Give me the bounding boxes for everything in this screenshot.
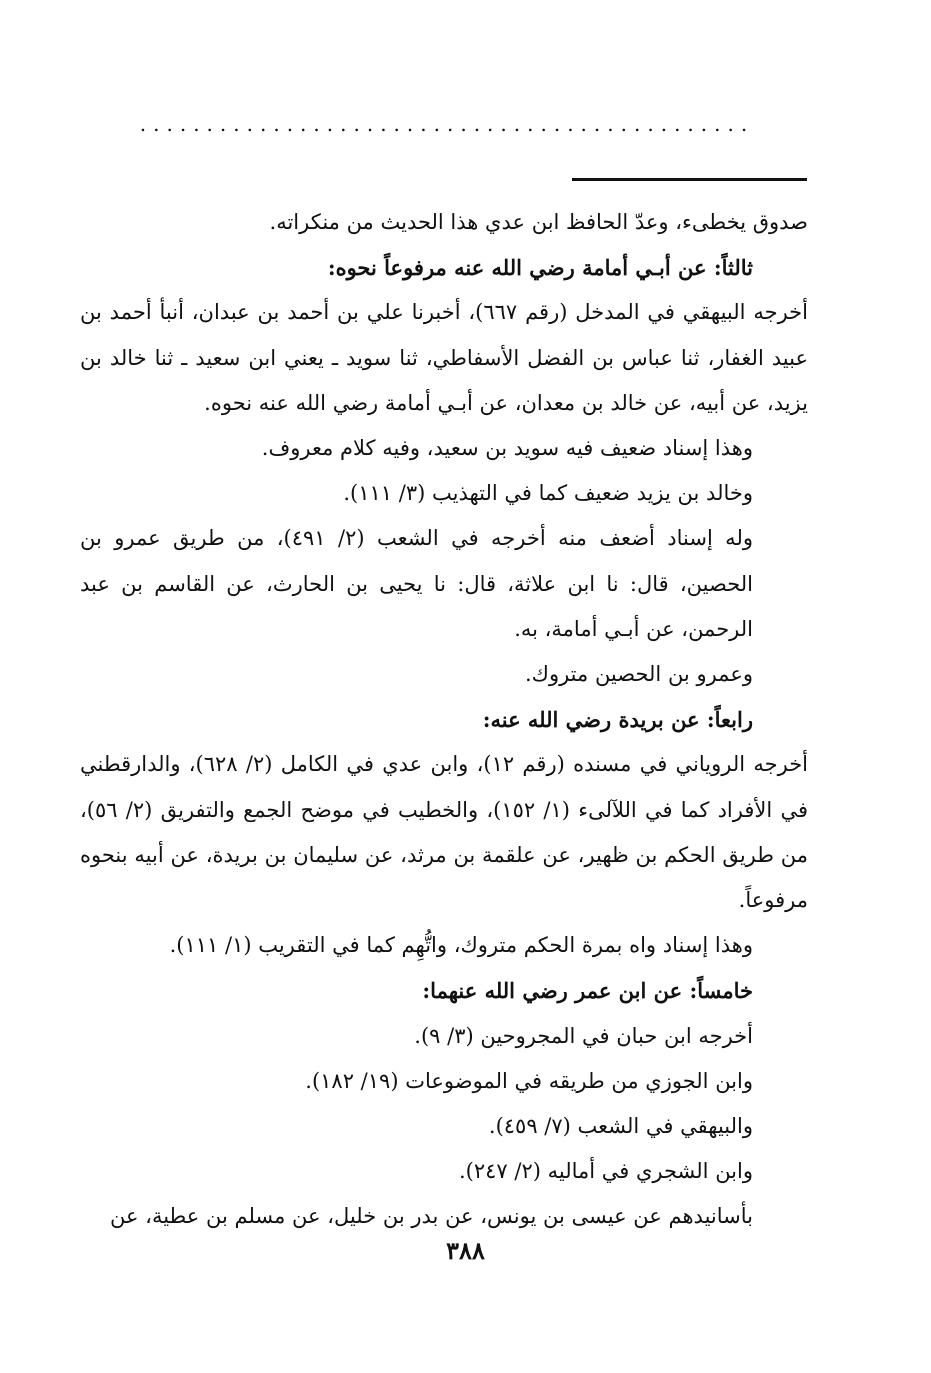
paragraph: وهذا إسناد واه بمرة الحكم متروك، واتُّهِم كما في التقريب (١/ ١١١). xyxy=(169,933,753,958)
paragraph: وخالد بن يزيد ضعيف كما في التهذيب (٣/ ١١١). xyxy=(343,481,753,506)
paragraph: رابعاً: عن بريدة رضي الله عنه: xyxy=(482,707,753,733)
separator-dots: .............................................. xyxy=(139,112,755,136)
paragraph: وعمرو بن الحصين متروك. xyxy=(524,662,753,687)
paragraph: أخرجه ابن حبان في المجروحين (٣/ ٩). xyxy=(414,1023,753,1048)
body-text xyxy=(80,200,808,1240)
page-number: ٣٨٨ xyxy=(446,1236,485,1265)
paragraph: وله إسناد أضعف منه أخرجه في الشعب (٢/ ٤٩١)، من طريق عمرو بن الحصين، قال: نا ابن علاثة، قال: نا يحيى بن الحارث، عن القاسم بن عبد الرحمن، عن أبـي أمامة، به. xyxy=(80,526,753,641)
paragraph: بأسانيدهم عن عيسى بن يونس، عن بدر بن خليل، عن مسلم بن عطية، عن xyxy=(109,1204,753,1229)
paragraph: أخرجه البيهقي في المدخل (رقم ٦٦٧)، أخبرنا علي بن أحمد بن عبدان، أنبأ أحمد بن عبيد الغفار، ثنا عباس بن الفضل الأسفاطي، ثنا سويد ـ يعني ابن سعيد ـ ثنا خالد بن يزيد، عن أبيه، عن خالد بن معدان، عن أبـي أمامة رضي الله عنه نحوه. xyxy=(80,300,808,415)
paragraph: صدوق يخطىء، وعدّ الحافظ ابن عدي هذا الحديث من منكراته. xyxy=(269,210,808,234)
paragraph: خامساً: عن ابن عمر رضي الله عنهما: xyxy=(422,978,753,1004)
paragraph: وابن الجوزي من طريقه في الموضوعات (١٩/ ١٨٢). xyxy=(305,1068,753,1093)
paragraph: ثالثاً: عن أبـي أمامة رضي الله عنه مرفوعاً نحوه: xyxy=(327,255,753,281)
paragraph: وهذا إسناد ضعيف فيه سويد بن سعيد، وفيه كلام معروف. xyxy=(261,436,753,461)
paragraph: أخرجه الروياني في مسنده (رقم ١٢)، وابن عدي في الكامل (٢/ ٦٢٨)، والدارقطني في الأفراد كما في اللآلىء (١/ ١٥٢)، والخطيب في موضح الجمع والتفريق (٢/ ٥٦)، من طريق الحكم بن ظهير، عن علقمة بن مرثد، عن سليمان بن بريدة، عن أبيه بنحوه مرفوعاً. xyxy=(80,752,809,913)
footnote-rule xyxy=(572,178,807,181)
paragraph: والبيهقي في الشعب (٧/ ٤٥٩). xyxy=(488,1114,753,1139)
paragraph: وابن الشجري في أماليه (٢/ ٢٤٧). xyxy=(458,1159,753,1184)
